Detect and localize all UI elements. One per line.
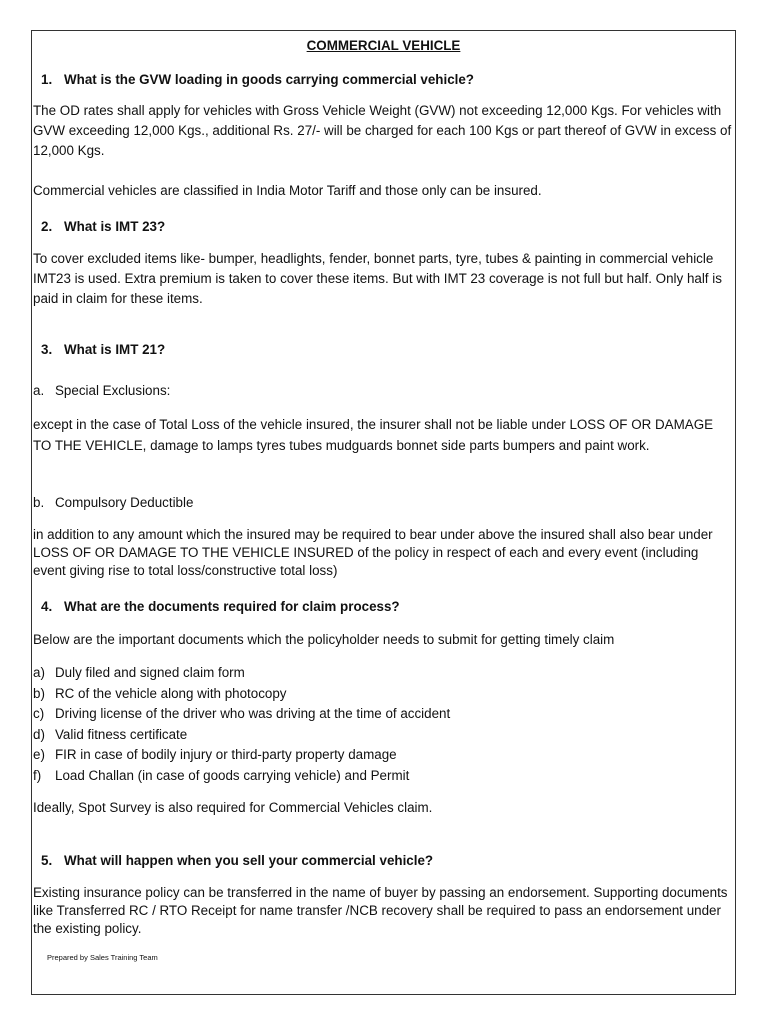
question-text: What are the documents required for claim process?	[64, 599, 400, 614]
answer-5-paragraph-1: Existing insurance policy can be transferred in the name of buyer by passing an endorsement. Supporting documents like Transferred RC / RTO Receipt for name transfer /NCB recovery shall be required to pass an endorsement under the existing policy.	[33, 885, 728, 936]
subsection-label: Special Exclusions:	[55, 383, 171, 398]
question-2	[41, 217, 165, 237]
question-5	[41, 851, 433, 871]
subsection-letter: a.	[33, 383, 45, 398]
question-text: What will happen when you sell your commercial vehicle?	[64, 853, 434, 868]
question-text: What is IMT 23?	[64, 219, 166, 234]
answer-1-paragraph-1: The OD rates shall apply for vehicles with Gross Vehicle Weight (GVW) not exceeding 12,000 Kgs. For vehicles with GVW exceeding 12,000 Kgs., additional Rs. 27/- will be charged for each 100 Kgs or part thereof of GVW in excess of 12,000 Kgs.	[33, 103, 732, 158]
question-text: What is IMT 21?	[64, 342, 166, 357]
list-item-letter: f)	[33, 767, 42, 783]
list-item-letter: b)	[33, 685, 45, 701]
question-1	[41, 70, 474, 90]
question-number: 1.	[41, 72, 53, 87]
list-item-letter: a)	[33, 665, 45, 680]
list-item	[33, 684, 733, 705]
list-item-text: Driving license of the driver who was driving at the time of accident	[55, 706, 451, 722]
subsection-label: Compulsory Deductible	[55, 495, 194, 510]
documents-outro: Ideally, Spot Survey is also required for Commercial Vehicles claim.	[33, 800, 433, 815]
list-item	[33, 704, 733, 725]
subsection-b-heading	[33, 493, 193, 513]
document-title: COMMERCIAL VEHICLE	[306, 38, 461, 53]
list-item-text: RC of the vehicle along with photocopy	[55, 685, 287, 701]
list-item-text: FIR in case of bodily injury or third-party property damage	[55, 747, 397, 763]
answer-2-paragraph-1: To cover excluded items like- bumper, headlights, fender, bonnet parts, tyre, tubes & painting in commercial vehicle IMT23 is used. Extra premium is taken to cover these items. But with IMT 23 coverage is not full but half. Only half is paid in claim for these items.	[33, 251, 722, 306]
list-item	[33, 766, 733, 787]
question-4	[41, 597, 400, 617]
list-item-text: Valid fitness certificate	[55, 726, 188, 742]
list-item	[33, 663, 733, 684]
list-item	[33, 745, 733, 766]
question-3	[41, 340, 165, 360]
question-number: 3.	[41, 342, 53, 357]
question-number: 2.	[41, 219, 53, 234]
subsection-letter: b.	[33, 495, 45, 510]
list-item-text: Load Challan (in case of goods carrying vehicle) and Permit	[55, 767, 410, 783]
subsection-a-text: except in the case of Total Loss of the vehicle insured, the insurer shall not be liable under LOSS OF OR DAMAGE TO THE VEHICLE, damage to lamps tyres tubes mudguards bonnet side parts bumpers and paint work.	[33, 417, 714, 453]
question-number: 4.	[41, 599, 53, 614]
list-item-letter: d)	[33, 726, 45, 742]
list-item-letter: e)	[33, 747, 45, 763]
documents-list	[33, 663, 733, 787]
list-item-text: Duly filed and signed claim form	[55, 665, 245, 680]
answer-1-paragraph-2: Commercial vehicles are classified in India Motor Tariff and those only can be insured.	[33, 183, 542, 198]
subsection-a-heading	[33, 381, 170, 401]
documents-intro: Below are the important documents which the policyholder needs to submit for getting timely claim	[33, 632, 615, 647]
list-item	[33, 725, 733, 746]
question-text: What is the GVW loading in goods carrying commercial vehicle?	[64, 72, 474, 87]
question-number: 5.	[41, 853, 53, 868]
list-item-letter: c)	[33, 706, 45, 722]
footer-credit: Prepared by Sales Training Team	[47, 953, 158, 962]
subsection-b-text: in addition to any amount which the insured may be required to bear under above the insured shall also bear under LOSS OF OR DAMAGE TO THE VEHICLE INSURED of the policy in respect of each and every event (including event giving rise to total loss/constructive total loss)	[33, 527, 713, 578]
